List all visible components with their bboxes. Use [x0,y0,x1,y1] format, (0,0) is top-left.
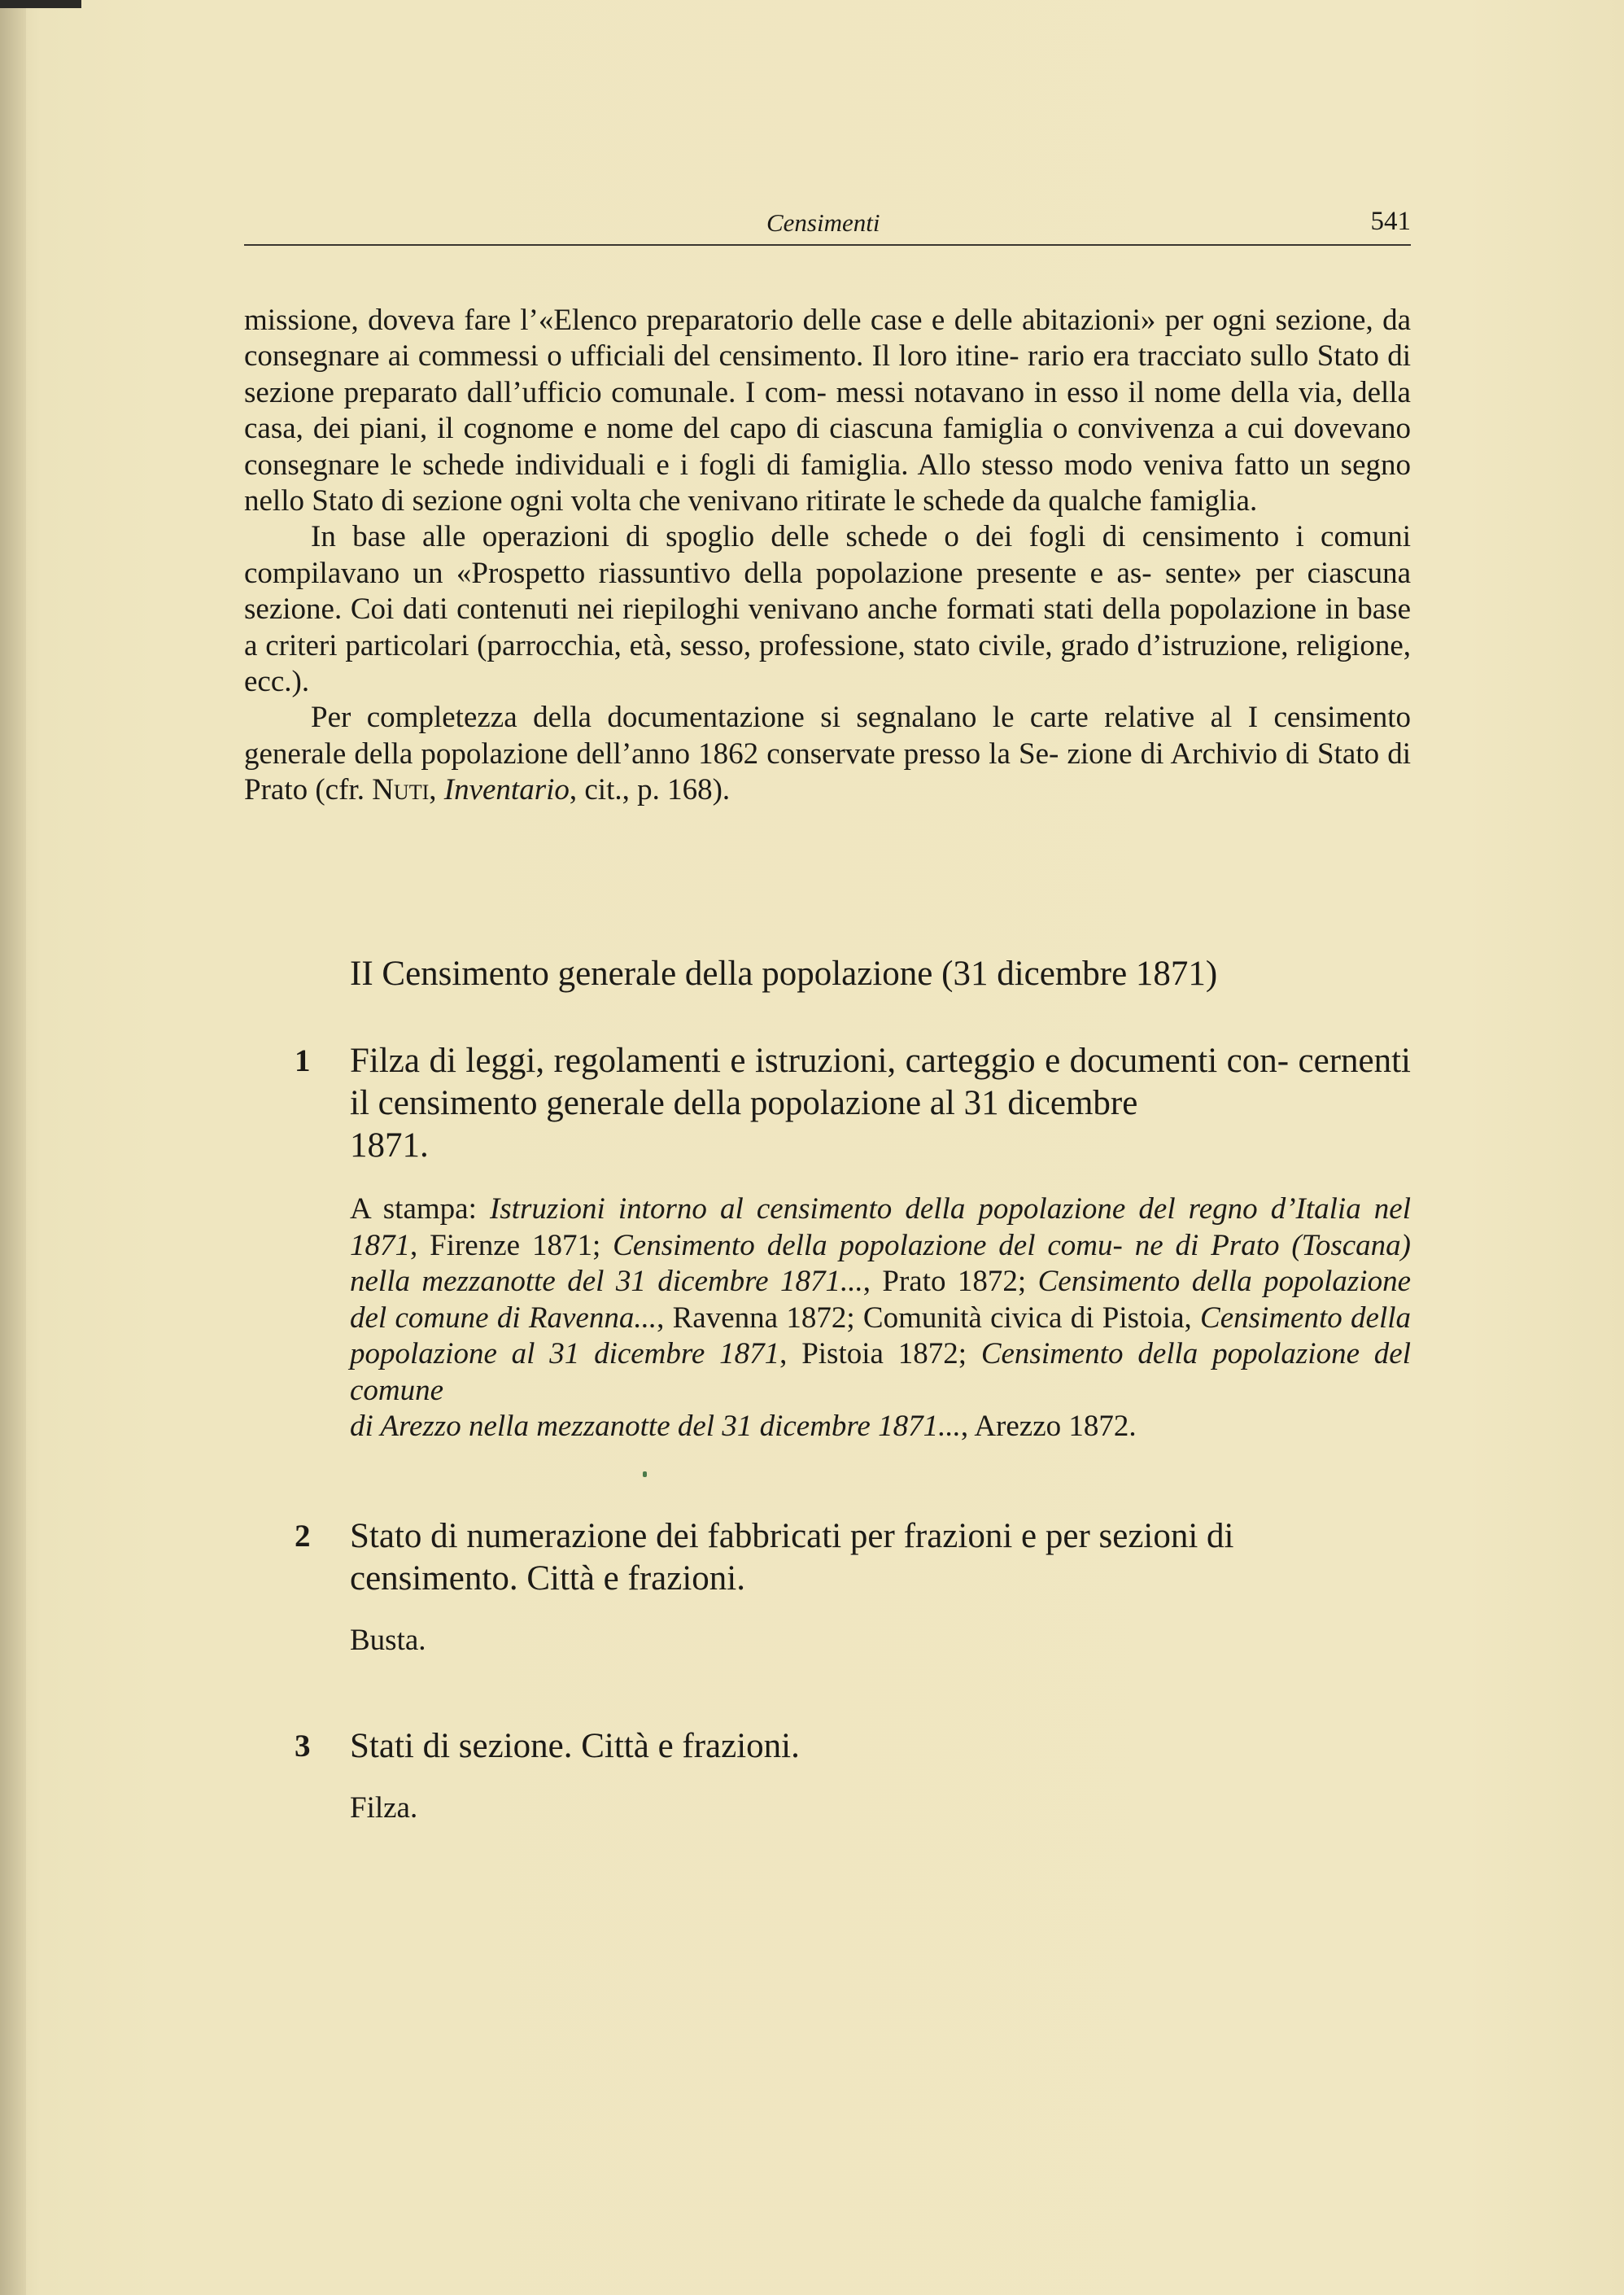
entry-title: Stati di sezione. Città e frazioni. [350,1727,800,1765]
entry-number: 3 [295,1729,311,1764]
entry-number: 1 [295,1043,311,1078]
running-title: Censimenti [766,208,880,237]
section-heading: II Censimento generale della popolazione (31 dicembre 1871) [350,955,1218,993]
inventory-entry [244,1725,1411,1839]
entry-type: Filza. [350,1791,418,1825]
body-text [244,303,1411,809]
paragraph-3: Per completezza della documentazione si segnalano le carte relative al I censimento generale della popolazione dell’anno 1862 conservate presso la Se- zione di Archivio di Stato di Prato (cfr. Nuti, Inventario, cit., p. 168). [244,701,1411,807]
entry-note: A stampa: Istruzioni intorno al censimento della popolazione del regno d’Italia nel 1871, Firenze 1871; Censimento della popolazione del comu- ne di Prato (Toscana) nella mezzanotte del 31 dicembre 1871..., Prato 1872; Censimento della popolazione del comune di Ravenna..., Ravenna 1872; Comunità civica di Pistoia, Censimento della popolazione al 31 dicembre 1871, Pistoia 1872; Censimento della popolazione del comune di Arezzo nella mezzanotte del 31 dicembre 1871..., Arezzo 1872. [350,1192,1412,1443]
entry-body [350,1725,1411,1826]
entry-title: Filza di leggi, regolamenti e istruzioni, carteggio e documenti con- cernenti il censimento generale della popolazione al 31 dicembre 1871. [350,1042,1412,1165]
paragraph-1: missione, doveva fare l’«Elenco preparatorio delle case e delle abitazioni» per ogni sezione, da consegnare ai commessi o ufficiali del censimento. Il loro itine- rario era tracciato sullo Stato di sezione preparato dall’ufficio comunale. I com- messi notavano in esso il nome della via, della casa, dei piani, il cognome e nome del capo di ciascuna famiglia o convivenza a cui dovevano consegnare le schede individuali e i fogli di famiglia. Allo stesso modo veniva fatto un segno nello Stato di sezione ogni volta che venivano ritirate le schede da qualche famiglia. [244,304,1412,518]
binding-edge [0,0,26,2295]
page-number: 541 [1370,207,1411,236]
page-header [244,208,1411,246]
inventory-entry [244,1040,1411,1463]
work-title: Inventario [443,773,570,807]
author-name: Nuti [372,773,430,807]
entry-body [350,1040,1411,1445]
entry-body [350,1515,1411,1659]
entry-type: Busta. [350,1624,426,1657]
paragraph-2: In base alle operazioni di spoglio delle schede o dei fogli di censimento i comuni compilavano un «Prospetto riassuntivo della popolazione presente e as- sente» per ciascuna sezione. Coi dati contenuti nei riepiloghi venivano anche formati stati della popolazione in base a criteri particolari (parrocchia, età, sesso, professione, stato civile, grado d’istruzione, religione, ecc.). [244,520,1412,699]
inventory-entry [244,1515,1411,1678]
scan-shadow [0,0,81,8]
ink-speck [643,1471,647,1477]
entry-title: Stato di numerazione dei fabbricati per frazioni e per sezioni di censimento. Città e frazioni. [350,1517,1234,1598]
entry-number: 2 [295,1519,311,1554]
